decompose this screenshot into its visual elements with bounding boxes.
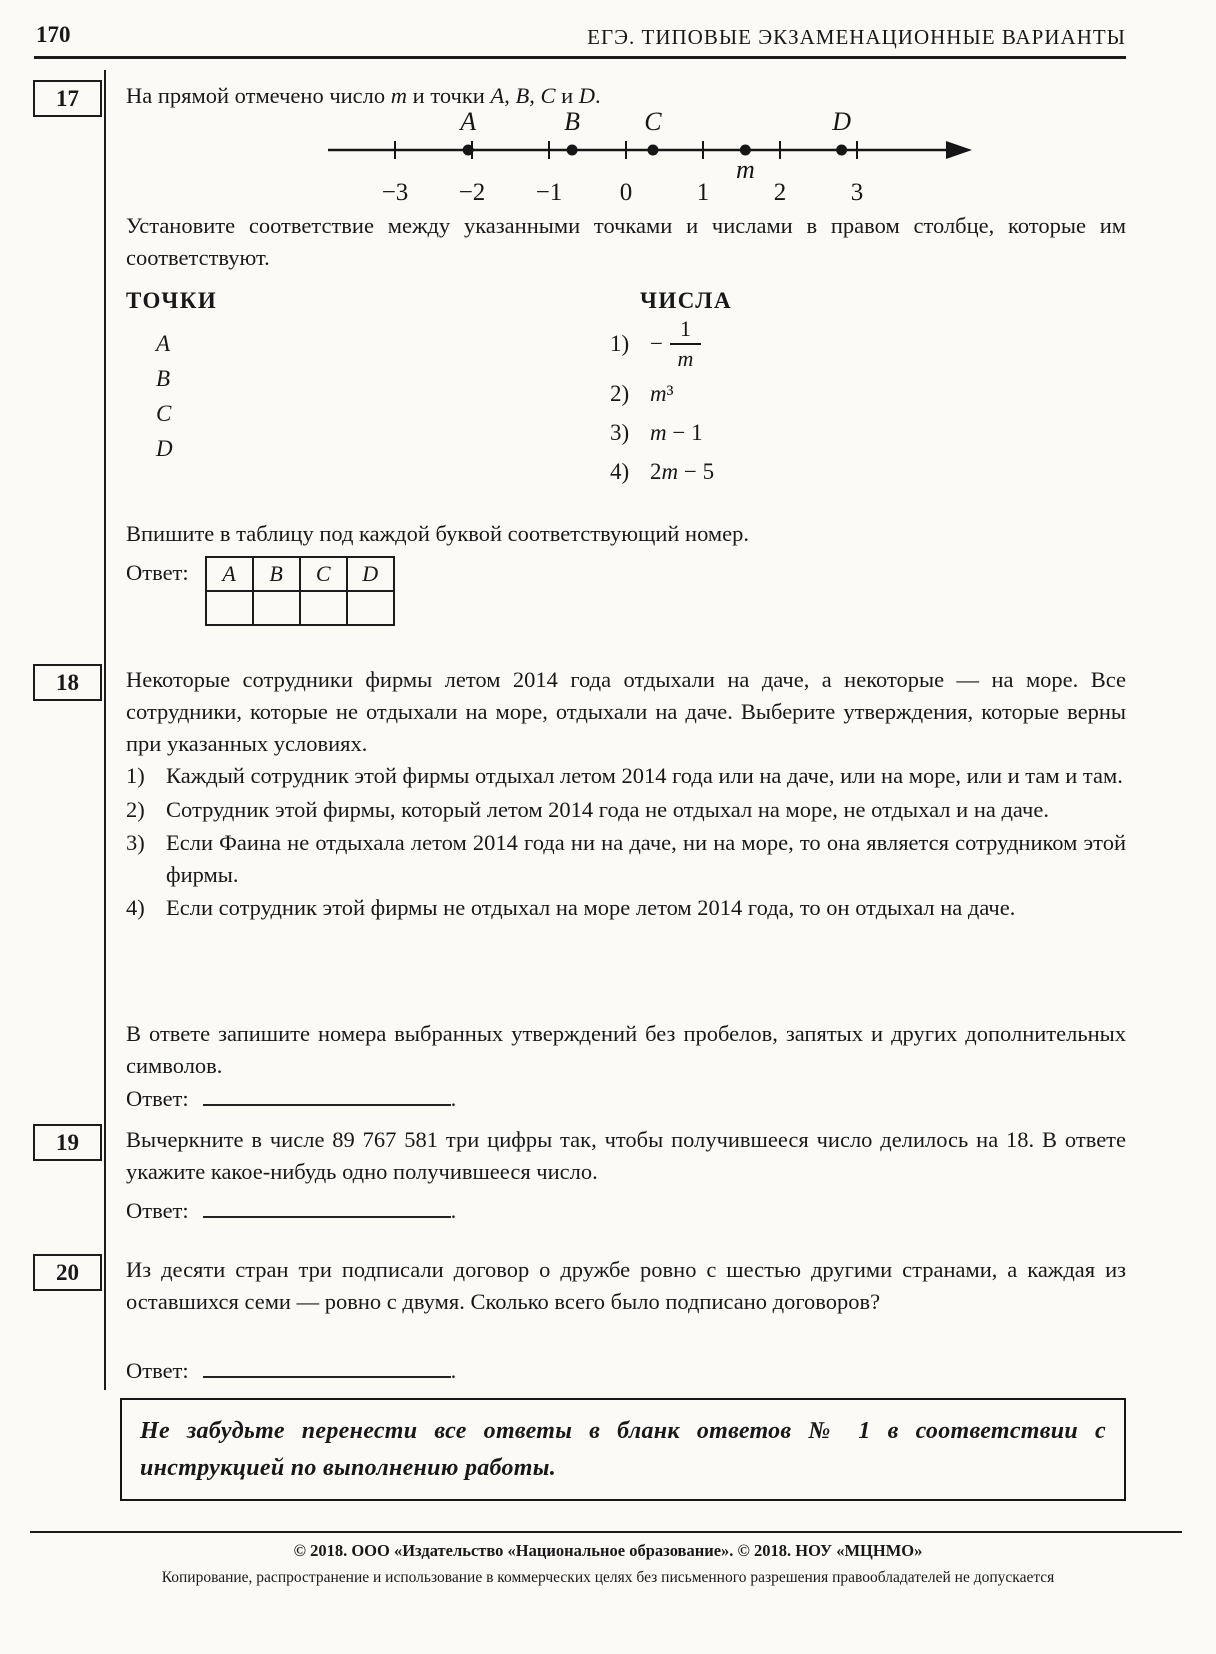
number-line-figure bbox=[318, 112, 978, 213]
numbers-column-header: ЧИСЛА bbox=[640, 288, 733, 313]
answer-blank bbox=[203, 1196, 451, 1218]
task17-fill-instruction: Впишите в таблицу под каждой буквой соответствующий номер. bbox=[126, 521, 750, 546]
period: . bbox=[450, 1198, 457, 1223]
number-options-list bbox=[610, 316, 714, 489]
transfer-note-text: Не забудьте перенести все ответы в бланк ответов № 1 в соответствии с инструкцией по выполнению работы. bbox=[140, 1418, 1106, 1481]
option-label: 4) bbox=[610, 459, 630, 484]
footer-copyright: © 2018. ООО «Издательство «Национальное образование». © 2018. НОУ «МЦНМО» bbox=[293, 1541, 923, 1560]
task-number-badge-20 bbox=[33, 1254, 102, 1291]
answer-table-header-row bbox=[206, 557, 394, 591]
point-label: C bbox=[644, 112, 662, 136]
page-number: 170 bbox=[36, 22, 71, 47]
answer-value-cell bbox=[300, 591, 347, 625]
period: . bbox=[450, 1358, 457, 1383]
number-option-2 bbox=[610, 377, 714, 411]
task20-text: Из десяти стран три подписали договор о дружбе ровно с шестью другими странами, а каждая из оставшихся семи — ровно с двумя. Сколько всего было подписано договоров? bbox=[126, 1257, 1126, 1314]
tick-label: 0 bbox=[619, 179, 633, 206]
answer-blank bbox=[203, 1084, 451, 1106]
task-number-20: 20 bbox=[56, 1259, 79, 1285]
minus-sign: − bbox=[650, 331, 663, 356]
option-label: 2) bbox=[610, 381, 630, 406]
option-expression: 2m − 5 bbox=[650, 459, 715, 484]
running-header-title: ЕГЭ. ТИПОВЫЕ ЭКЗАМЕНАЦИОННЫЕ ВАРИАНТЫ bbox=[587, 25, 1126, 49]
point-item-b: B bbox=[156, 366, 171, 391]
statement-item-2 bbox=[126, 794, 1126, 826]
point-label: B bbox=[564, 112, 581, 136]
transfer-note-box bbox=[120, 1398, 1126, 1501]
answer-table bbox=[205, 556, 395, 626]
footer-rule bbox=[30, 1531, 1182, 1533]
option-expression: m³ bbox=[650, 381, 674, 406]
task20-answer-line bbox=[126, 1356, 456, 1384]
answer-header-cell: A bbox=[206, 557, 253, 591]
option-expression: m − 1 bbox=[650, 420, 703, 445]
statement-number: 2) bbox=[126, 796, 145, 822]
task19-text: Вычеркните в числе 89 767 581 три цифры так, чтобы получившееся число делилось на 18. В ответе укажите какое-нибудь одно получившееся число. bbox=[126, 1127, 1126, 1184]
number-option-3 bbox=[610, 416, 714, 450]
statement-text: Если сотрудник этой фирмы не отдыхал на море летом 2014 года, то он отдыхал на даче. bbox=[166, 895, 1016, 920]
answer-label: Ответ: bbox=[126, 1086, 189, 1111]
period: . bbox=[450, 1086, 457, 1111]
point-item-d: D bbox=[156, 436, 173, 461]
tick-label: 3 bbox=[850, 179, 864, 206]
tick-label: −1 bbox=[535, 179, 563, 206]
statement-item-3 bbox=[126, 827, 1126, 890]
match-columns bbox=[126, 288, 1126, 523]
task-number-badge-17 bbox=[33, 80, 102, 117]
answer-value-cell bbox=[253, 591, 300, 625]
task-number-17: 17 bbox=[56, 85, 79, 111]
task19-answer-line bbox=[126, 1196, 456, 1224]
fraction bbox=[670, 316, 701, 372]
statement-number: 1) bbox=[126, 763, 145, 788]
point-dot bbox=[740, 145, 751, 156]
task-number-18: 18 bbox=[56, 669, 79, 695]
statement-text: Если Фаина не отдыхала летом 2014 года ни на даче, ни на море, то она является сотрудником этой фирмы. bbox=[166, 830, 1126, 887]
fraction-numerator: 1 bbox=[670, 316, 701, 345]
option-label: 1) bbox=[610, 331, 630, 356]
statement-number: 3) bbox=[126, 830, 145, 855]
point-dot bbox=[647, 145, 658, 156]
point-label: A bbox=[460, 112, 477, 136]
answer-value-cell bbox=[206, 591, 253, 625]
statement-text: Каждый сотрудник этой фирмы отдыхал летом 2014 года или на даче, или на море, или и там и там. bbox=[166, 763, 1123, 788]
axis-arrow-icon bbox=[946, 141, 972, 159]
option-label: 3) bbox=[610, 420, 630, 445]
task18-answer-line bbox=[126, 1084, 456, 1112]
answer-label: Ответ: bbox=[126, 560, 189, 585]
point-dot bbox=[836, 145, 847, 156]
statement-number: 4) bbox=[126, 895, 145, 920]
task18-outro: В ответе запишите номера выбранных утверждений без пробелов, запятых и других дополнительных символов. bbox=[126, 1021, 1126, 1078]
header-rule bbox=[34, 56, 1126, 59]
tick-label: −3 bbox=[381, 179, 409, 206]
task18-statements bbox=[126, 760, 1126, 926]
task18-text: Некоторые сотрудники фирмы летом 2014 года отдыхали на даче, а некоторые — на море. Все сотрудники, которые не отдыхали на море, отдыхали на даче. Выберите утверждения, которые верны при указанных условиях. bbox=[126, 667, 1126, 756]
margin-rule bbox=[104, 70, 106, 1390]
point-label: m bbox=[735, 155, 755, 184]
tick-label: 2 bbox=[773, 179, 787, 206]
footer-notice: Копирование, распространение и использование в коммерческих целях без письменного разрешения правообладателей не допускается bbox=[161, 1569, 1055, 1586]
task-number-19: 19 bbox=[56, 1129, 79, 1155]
fraction-denominator: m bbox=[677, 346, 694, 371]
points-list bbox=[156, 326, 173, 466]
point-item-a: A bbox=[156, 331, 171, 356]
statement-item-1 bbox=[126, 760, 1126, 792]
answer-blank bbox=[203, 1356, 451, 1378]
answer-table-value-row bbox=[206, 591, 394, 625]
tick-label: −2 bbox=[458, 179, 486, 206]
statement-item-4 bbox=[126, 892, 1126, 924]
points-column-header: ТОЧКИ bbox=[126, 288, 218, 313]
answer-header-cell: B bbox=[253, 557, 300, 591]
answer-header-cell: C bbox=[300, 557, 347, 591]
number-line-svg bbox=[318, 112, 978, 208]
number-option-4 bbox=[610, 455, 714, 489]
point-dot bbox=[567, 145, 578, 156]
task-number-badge-18 bbox=[33, 664, 102, 701]
point-dot bbox=[463, 145, 474, 156]
task17-answer-block bbox=[126, 556, 395, 626]
answer-label: Ответ: bbox=[126, 1358, 189, 1383]
task17-match-instruction: Установите соответствие между указанными точками и числами в правом столбце, которые им соответствуют. bbox=[126, 213, 1126, 270]
task17-intro: На прямой отмечено число m и точки A, B, C и D. bbox=[126, 83, 601, 108]
answer-label: Ответ: bbox=[126, 1198, 189, 1223]
point-label: D bbox=[832, 112, 851, 136]
task-number-badge-19 bbox=[33, 1124, 102, 1161]
number-option-1 bbox=[610, 316, 714, 372]
statement-text: Сотрудник этой фирмы, который летом 2014 года не отдыхал на море, не отдыхал и на даче. bbox=[166, 796, 1049, 822]
point-item-c: C bbox=[156, 401, 172, 426]
answer-header-cell: D bbox=[347, 557, 394, 591]
tick-label: 1 bbox=[696, 179, 710, 206]
answer-value-cell bbox=[347, 591, 394, 625]
